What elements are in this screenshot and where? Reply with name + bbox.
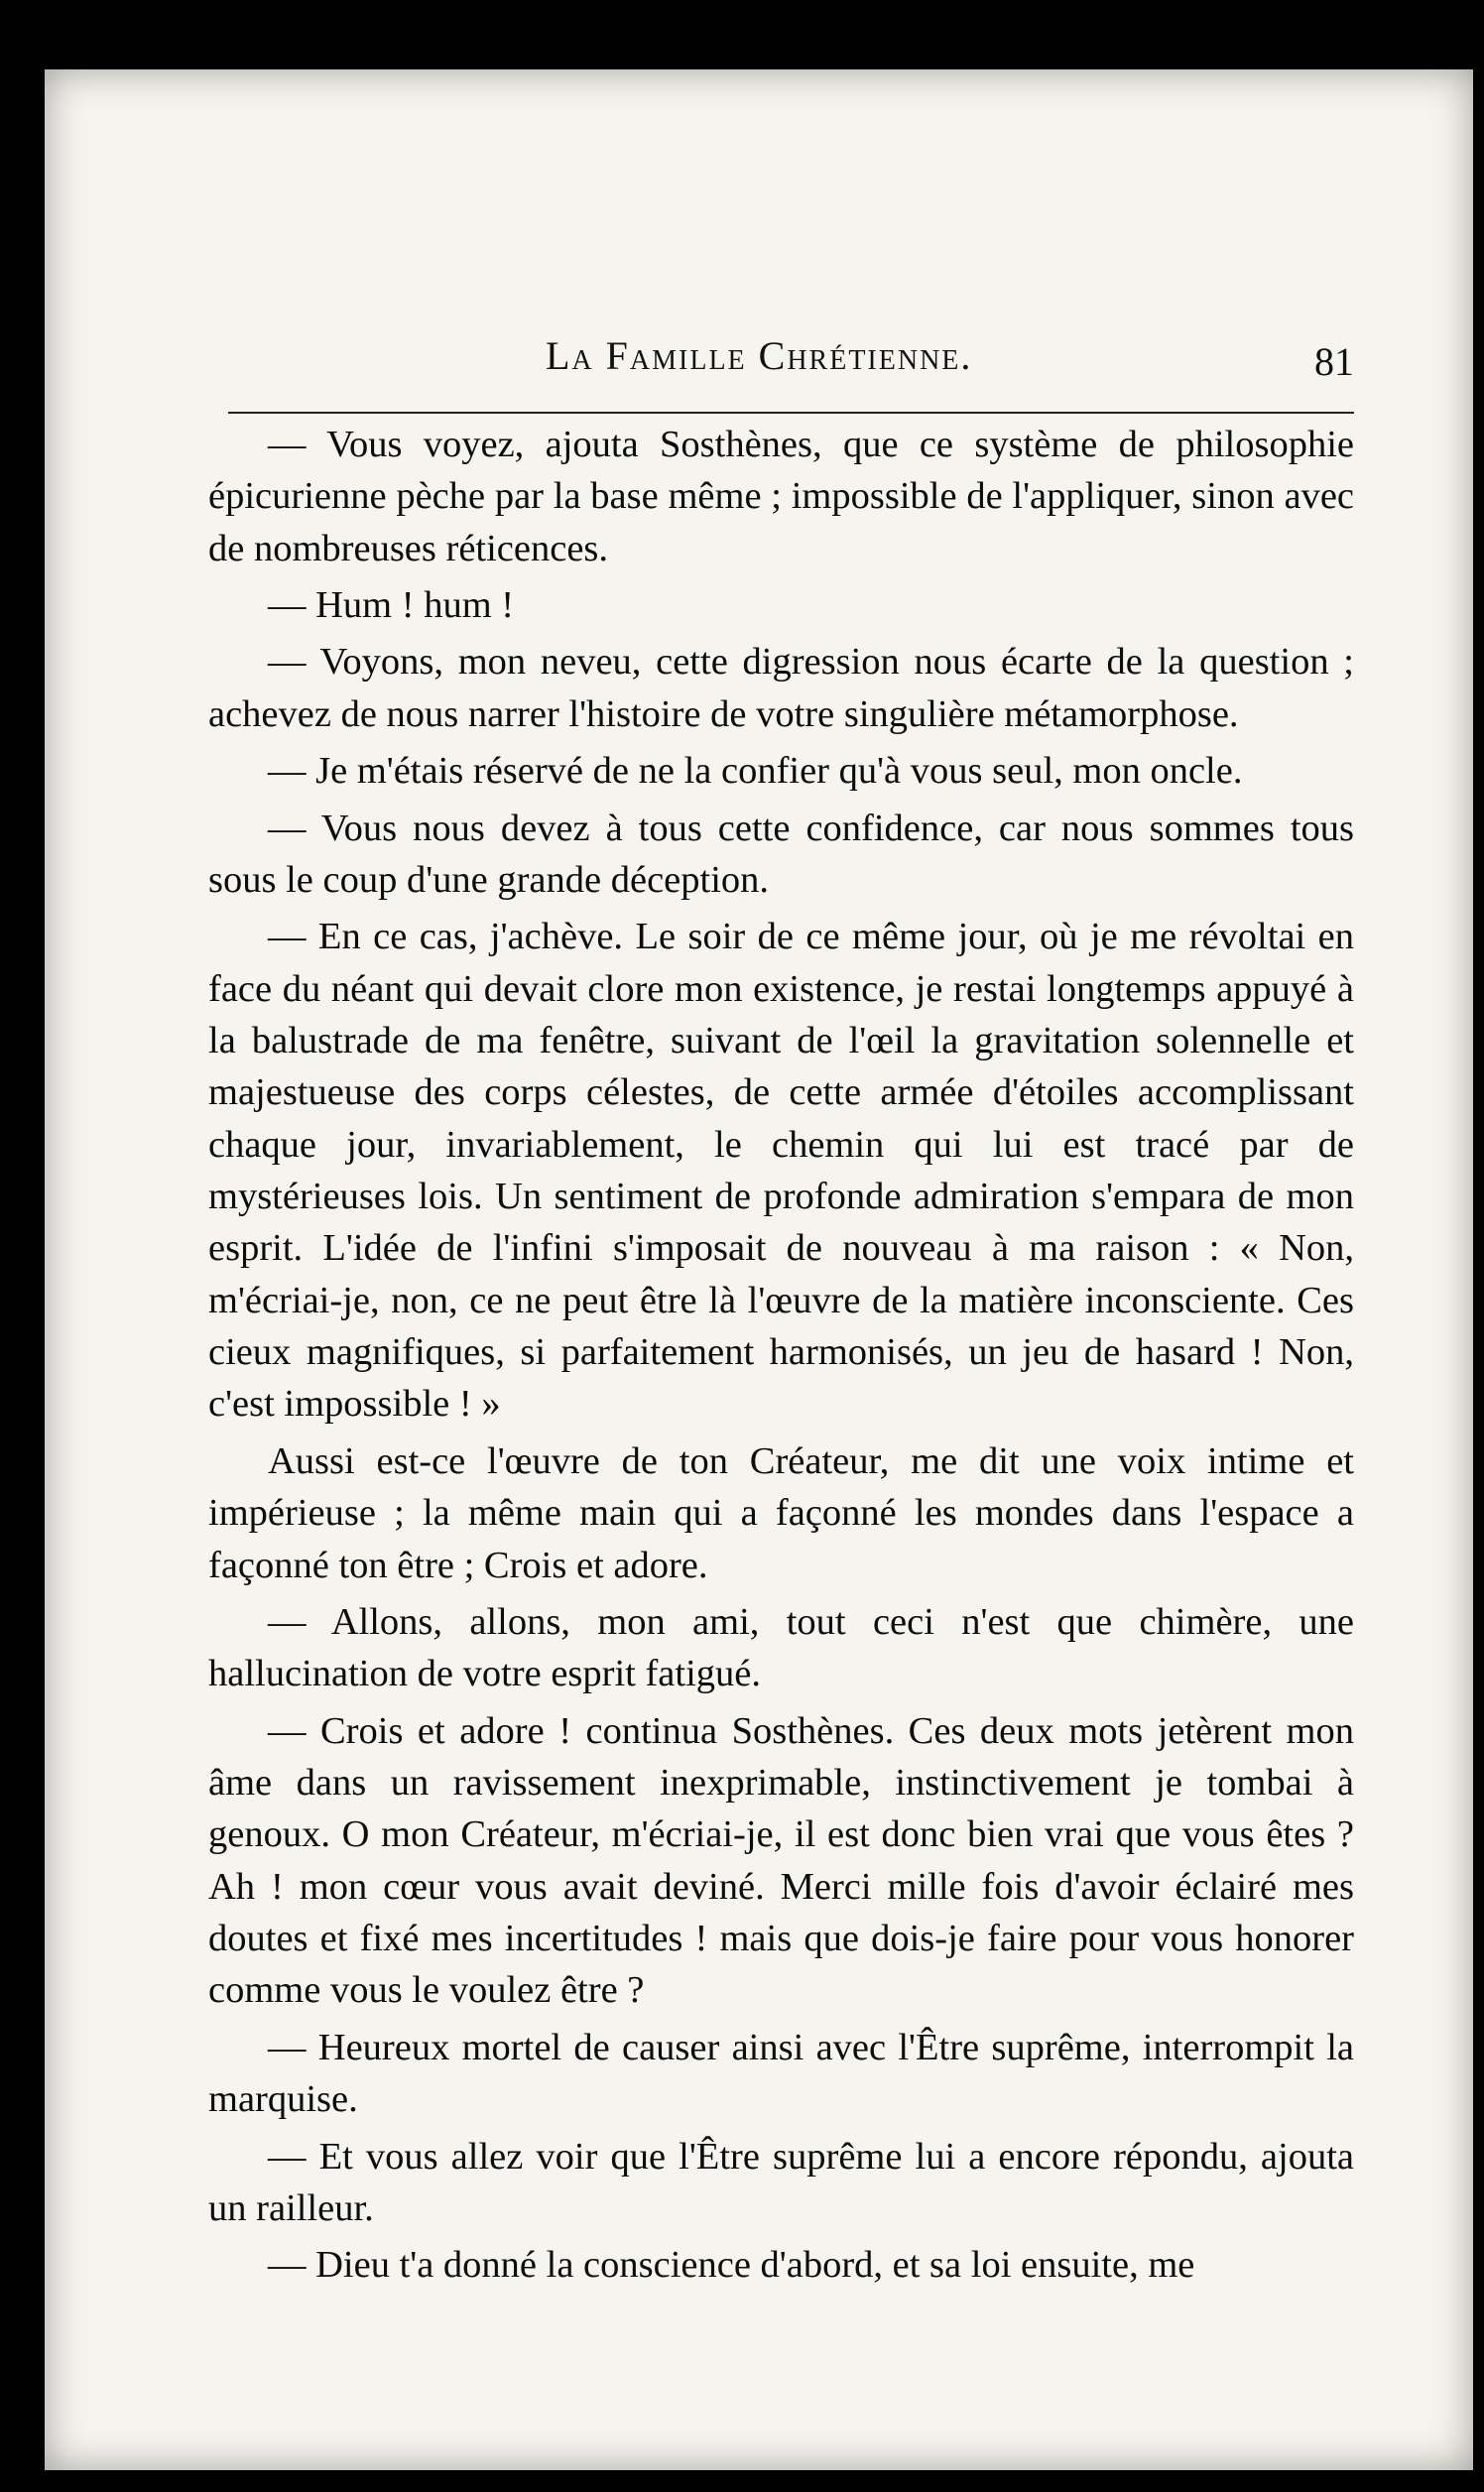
paragraph: — Hum ! hum ! (268, 584, 515, 627)
paragraph: — Je m'étais réservé de ne la confier qu'à vous seul, mon oncle. (268, 750, 1243, 793)
book-page (45, 69, 1473, 2470)
paragraph: — En ce cas, j'achève. Le soir de ce même jour, où je me révoltai en face du néant qui devait clore mon existence, je restai longtemps appuyé à la balustrade de ma fenêtre, suivant de l'œil la gravitation solennelle et majestueuse des corps célestes, de cette armée d'étoiles accomplissant chaque jour, invariablement, le chemin qui lui est tracé par de mystérieuses lois. Un sentiment de profonde admiration s'empara de mon esprit. L'idée de l'infini s'imposait de nouveau à ma raison : « Non, m'écriai-je, non, ce ne peut être là l'œuvre de la matière inconsciente. Ces cieux magnifiques, si parfaitement harmonisés, un jeu de hasard ! Non, c'est impossible ! » (208, 916, 1354, 1426)
paragraph: — Dieu t'a donné la conscience d'abord, et sa loi ensuite, me (268, 2244, 1195, 2287)
paragraph: — Allons, allons, mon ami, tout ceci n'est que chimère, une hallucination de votre esprit fatigué. (208, 1600, 1354, 1695)
paragraph: — Vous voyez, ajouta Sosthènes, que ce système de philosophie épicurienne pèche par la base même ; impossible de l'appliquer, sinon avec de nombreuses réticences. (208, 424, 1354, 569)
paragraph: — Et vous allez voir que l'Être suprême lui a encore répondu, ajouta un railleur. (208, 2135, 1354, 2229)
paragraph: — Crois et adore ! continua Sosthènes. Ces deux mots jetèrent mon âme dans un ravissement inexprimable, instinctivement je tombai à genoux. O mon Créateur, m'écriai-je, il est donc bien vrai que vous êtes ? Ah ! mon cœur vous avait deviné. Merci mille fois d'avoir éclairé mes doutes et fixé mes incertitudes ! mais que dois-je faire pour vous honorer comme vous le voulez être ? (208, 1709, 1354, 2012)
page-number: 81 (1314, 339, 1354, 384)
paragraph: — Voyons, mon neveu, cette digression nous écarte de la question ; achevez de nous narrer l'histoire de votre singulière métamorphose. (208, 641, 1354, 735)
paragraph: Aussi est-ce l'œuvre de ton Créateur, me dit une voix intime et impérieuse ; la même main qui a façonné les mondes dans l'espace a façonné ton être ; Crois et adore. (208, 1439, 1354, 1586)
header-rule (228, 412, 1354, 414)
paragraph: — Vous nous devez à tous cette confidence, car nous sommes tous sous le coup d'une grande déception. (208, 807, 1354, 901)
paragraph: — Heureux mortel de causer ainsi avec l'Être suprême, interrompit la marquise. (208, 2026, 1354, 2121)
page-header (45, 332, 1473, 392)
running-title: La Famille Chrétienne. (546, 333, 973, 378)
body-text (208, 419, 1354, 2297)
